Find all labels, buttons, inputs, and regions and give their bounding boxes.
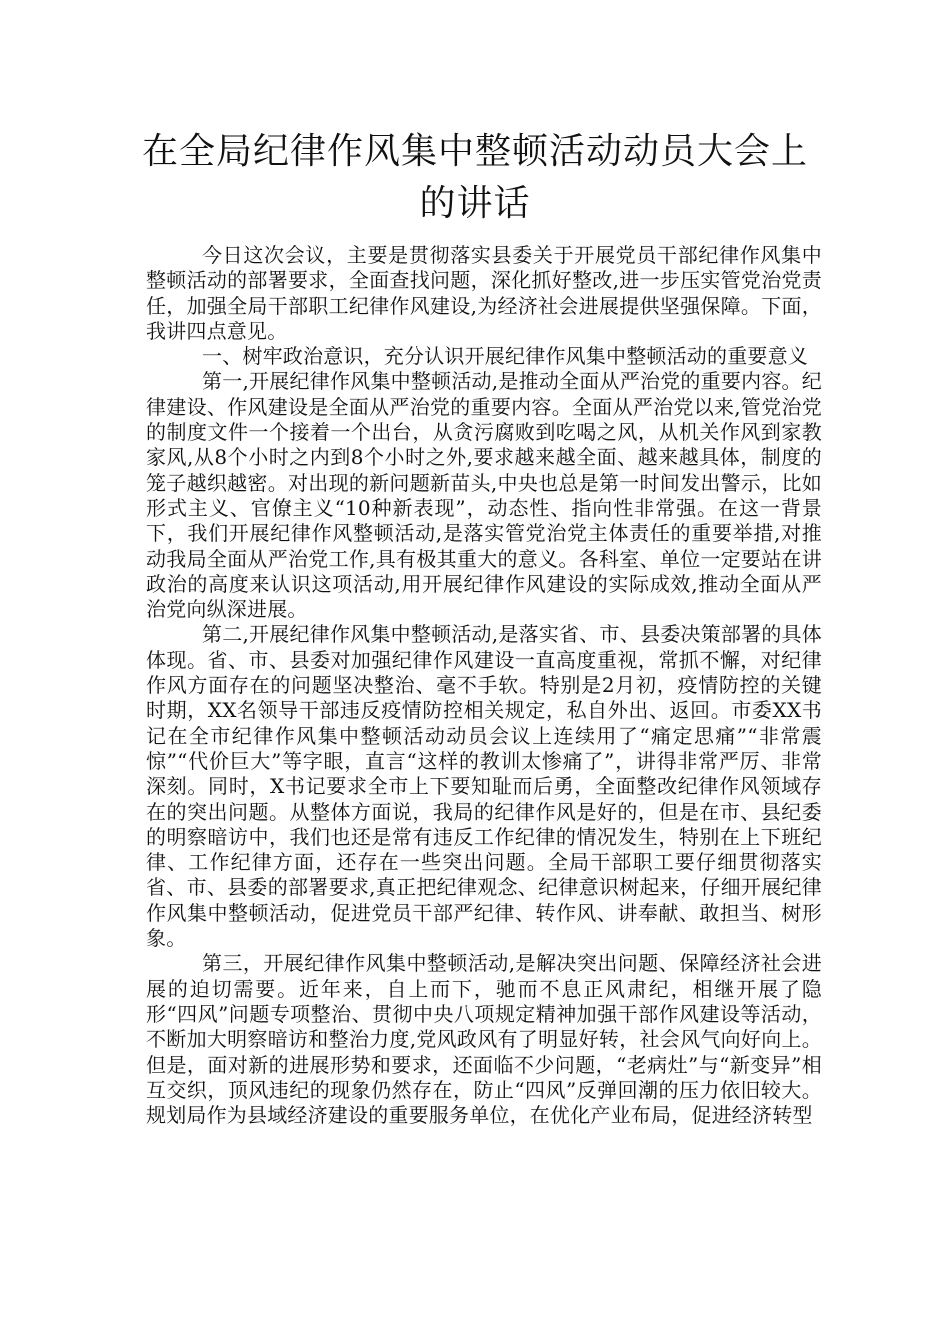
- document-body: [146, 243, 822, 1128]
- title-line-1: 在全局纪律作风集中整顿活动动员大会上: [141, 131, 808, 172]
- point-paragraph-3: 第三，开展纪律作风集中整顿活动,是解决突出问题、保障经济社会进展的迫切需要。近年来，自上而下，驰而不息正风肃纪，相继开展了隐形“四风”问题专项整治、贯彻中央八项规定精神加强干部作风建设等活动，不断加大明察暗访和整治力度,党风政风有了明显好转，社会风气向好向上。但是，面对新的进展形势和要求，还面临不少问题，“老病灶”与“新变异”相互交织，顶风违纪的现象仍然存在，防止“四风”反弹回潮的压力依旧较大。规划局作为县域经济建设的重要服务单位，在优化产业布局，促进经济转型: [146, 951, 822, 1128]
- point-paragraph-2: 第二,开展纪律作风集中整顿活动,是落实省、市、县委决策部署的具体体现。省、市、县委对加强纪律作风建设一直高度重视，常抓不懈，对纪律作风方面存在的问题坚决整治、毫不手软。特别是2月初，疫情防控的关键时期，XX名领导干部违反疫情防控相关规定，私自外出、返回。市委XX书记在全市纪律作风集中整顿活动动员会议上连续用了“痛定思痛”“非常震惊”“代价巨大”等字眼，直言“这样的教训太惨痛了”，讲得非常严厉、非常深刻。同时，X书记要求全市上下要知耻而后勇，全面整改纪律作风领域存在的突出问题。从整体方面说，我局的纪律作风是好的，但是在市、县纪委的明察暗访中，我们也还是常有违反工作纪律的情况发生，特别在上下班纪律、工作纪律方面，还存在一些突出问题。全局干部职工要仔细贯彻落实省、市、县委的部署要求,真正把纪律观念、纪律意识树起来，仔细开展纪律作风集中整顿活动，促进党员干部严纪律、转作风、讲奉献、敢担当、树形象。: [146, 622, 822, 951]
- point-paragraph-1: 第一,开展纪律作风集中整顿活动,是推动全面从严治党的重要内容。纪律建设、作风建设是全面从严治党的重要内容。全面从严治党以来,管党治党的制度文件一个接着一个出台，从贪污腐败到吃喝之风，从机关作风到家教家风,从8个小时之内到8个小时之外,要求越来越全面、越来越具体，制度的笼子越织越密。对出现的新问题新苗头,中央也总是第一时间发出警示，比如形式主义、官僚主义“10种新表现”，动态性、指向性非常强。在这一背景下，我们开展纪律作风整顿活动,是落实管党治党主体责任的重要举措,对推动我局全面从严治党工作,具有极其重大的意义。各科室、单位一定要站在讲政治的高度来认识这项活动,用开展纪律作风建设的实际成效,推动全面从严治党向纵深进展。: [146, 369, 822, 622]
- title-line-2: 的讲话: [419, 183, 531, 224]
- document-title: [140, 126, 810, 230]
- section-heading-1: 一、树牢政治意识，充分认识开展纪律作风集中整顿活动的重要意义: [202, 344, 808, 369]
- intro-paragraph: 今日这次会议，主要是贯彻落实县委关于开展党员干部纪律作风集中整顿活动的部署要求，全面查找问题，深化抓好整改,进一步压实管党治党责任，加强全局干部职工纪律作风建设,为经济社会进展提供坚强保障。下面，我讲四点意见。: [146, 243, 822, 343]
